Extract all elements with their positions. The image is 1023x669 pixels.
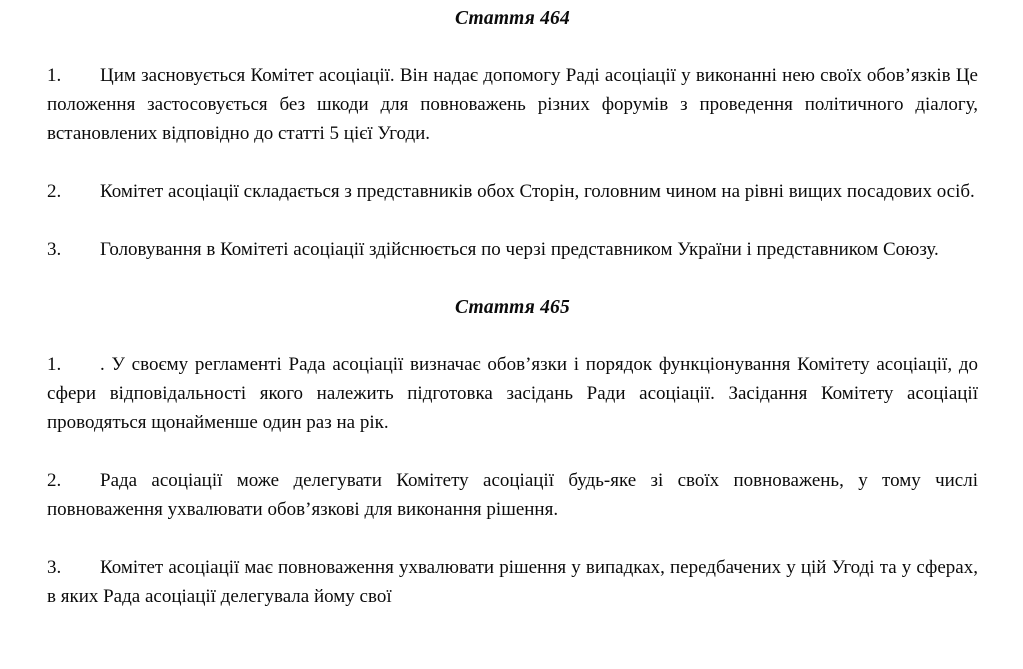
article-heading-464: Стаття 464 xyxy=(455,8,570,29)
paragraph-number: 3. xyxy=(47,239,62,260)
paragraph-464-2 xyxy=(47,177,978,206)
paragraph-465-3 xyxy=(47,553,978,611)
paragraph-465-1 xyxy=(47,350,978,437)
paragraph-text: . У своєму регламенті Рада асоціації визначає обов’язки і порядок функціонування Комітету асоціації, до сфери відповідальності якого належить підготовка засідань Ради асоціації. Засідання Комітету асоціації проводяться щонайменше один раз на рік. xyxy=(47,354,978,433)
paragraph-number: 2. xyxy=(47,181,62,202)
spacer xyxy=(47,33,978,61)
spacer xyxy=(47,206,978,235)
paragraph-number: 2. xyxy=(47,470,62,491)
paragraph-464-3 xyxy=(47,235,978,264)
spacer xyxy=(47,437,978,466)
spacer xyxy=(47,524,978,553)
paragraph-number: 3. xyxy=(47,557,62,578)
paragraph-text: Цим засновується Комітет асоціації. Він надає допомогу Раді асоціації у виконанні нею своїх обов’язків Це положення застосовується без шкоди для повноважень різних форумів з проведення політичного діалогу, встановлених відповідно до статті 5 цієї Угоди. xyxy=(47,65,978,144)
article-heading-465: Стаття 465 xyxy=(455,297,570,318)
paragraph-text: Головування в Комітеті асоціації здійснюється по черзі представником України і представником Союзу. xyxy=(100,239,939,260)
paragraph-text: Комітет асоціації має повноваження ухвалювати рішення у випадках, передбачених у цій Угоді та у сферах, в яких Рада асоціації делегувала йому свої xyxy=(47,557,978,607)
paragraph-464-1 xyxy=(47,61,978,148)
paragraph-number: 1. xyxy=(47,354,62,375)
spacer xyxy=(47,322,978,350)
document-body xyxy=(47,0,978,611)
spacer xyxy=(47,264,978,293)
paragraph-number: 1. xyxy=(47,65,62,86)
paragraph-text: Рада асоціації може делегувати Комітету асоціації будь-яке зі своїх повноважень, у тому числі повноваження ухвалювати обов’язкові для виконання рішення. xyxy=(47,470,978,520)
paragraph-465-2 xyxy=(47,466,978,524)
spacer xyxy=(47,148,978,177)
paragraph-text: Комітет асоціації складається з представників обох Сторін, головним чином на рівні вищих посадових осіб. xyxy=(100,181,975,202)
